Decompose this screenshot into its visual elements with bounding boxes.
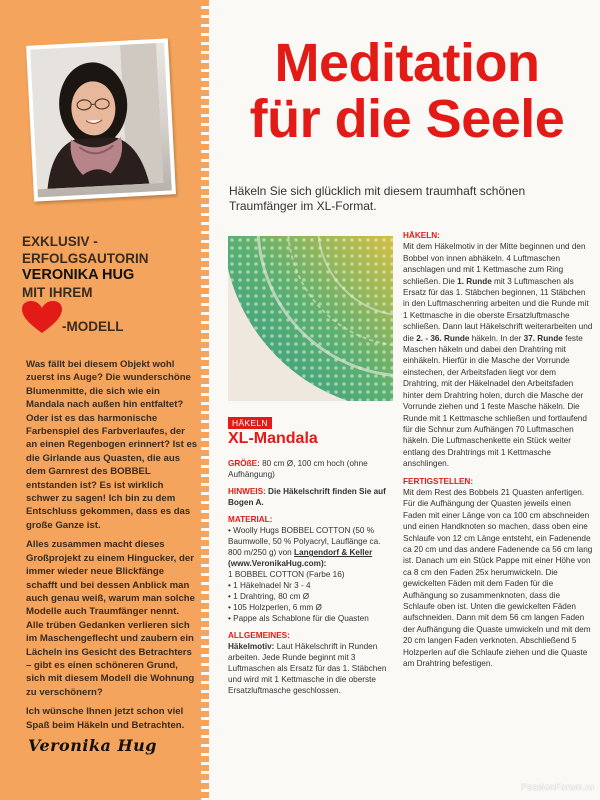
- material-item: • 105 Holzperlen, 6 mm Ø: [228, 603, 322, 612]
- crochet-text-c: häkeln. In der: [471, 333, 522, 343]
- material-web: (www.VeronikaHug.com):: [228, 559, 327, 568]
- mandala-illustration: [228, 236, 393, 401]
- size-label: GRÖßE:: [228, 459, 260, 468]
- general-paragraph: [228, 630, 396, 696]
- hint-label: HINWEIS:: [228, 487, 266, 496]
- heart-icon: [22, 301, 62, 335]
- author-portrait-illustration: [30, 43, 163, 189]
- crochet-text-d: feste Maschen häkeln und dabei den Drahtring mit einhäkeln. Hierfür in die Masche der Vorrunde einstechen, der Arbeitsfaden liegt vor dem Drahtring, mit der Häkelnadel den Arbeitsfaden hinter dem Drahtring holen, durch die Masche der Vorrunde ziehen und 1 feste Masche häkeln. Die Runde mit 1 Kettmasche schließen und fortlaufend für die Schnur zum Aufhängen 70 Luftmaschen häkeln. Die Luftmaschenkette ein Stück weiter entlang des Drahtrings mit 1 Kettmasche anschlingen.: [403, 333, 587, 469]
- author-name: VERONIKA HUG: [22, 267, 135, 283]
- crochet-label: HÄKELN:: [403, 231, 440, 240]
- finishing-paragraph: [403, 476, 593, 670]
- general-bold: Häkelmotiv:: [228, 642, 275, 651]
- title-line-2: für die Seele: [249, 89, 565, 149]
- page-subtitle: Häkeln Sie sich glücklich mit diesem traumhaft schönen Traumfänger im XL-Format.: [229, 184, 526, 213]
- author-signature: Veronika Hug: [28, 736, 157, 755]
- material-item: • Pappe als Schablone für die Quasten: [228, 614, 369, 623]
- size-text: 80 cm Ø, 100 cm hoch (ohne Aufhängung): [228, 459, 368, 479]
- finishing-text: Mit dem Rest des Bobbels 21 Quasten anfertigen. Für die Aufhängung der Quasten jeweils einen Faden mit einer Länge von ca 100 cm abschneiden und einen Handknoten so machen, dass oben eine Schlaufe von 12 cm Länge entsteht, ein Fadenende ca 20 cm und das andere Fadenende ca 56 cm lang ist. Danach um ein Stück Pappe mit einer Höhe von ca 8 cm den Faden 25x herumwickeln. Die gewickelten Fäden mit dem Faden für die Aufhängung so zusammenknoten, dass die Schlaufe oben ist. Unten die gewickelten Fäden aufschneiden. Dann mit dem 56 cm langen Faden der Aufhängung die Quaste umwickeln und mit dem 20 cm langen Faden verknoten. Abschließend 5 Holzperlen auf die Schlaufe ziehen und die Quaste am Drahtring befestigen.: [403, 487, 593, 669]
- author-label-exklusiv: EXKLUSIV -: [22, 234, 98, 249]
- instructions-left-column: [228, 458, 396, 702]
- section-tag: HÄKELN: [228, 417, 272, 429]
- author-label-mit-ihrem: MIT IHREM: [22, 285, 93, 300]
- finishing-label: FERTIGSTELLEN:: [403, 476, 474, 486]
- crochet-round-1: 1. Runde: [457, 276, 492, 286]
- material-paragraph: [228, 514, 396, 624]
- general-text: Laut Häkelschrift in Runden arbeiten. Jede Runde beginnt mit 3 Luftmaschen als Ersatz für das 1. Stäbchen und wird mit 1 Kettmasche in die oberste Ersatzluftmasche geschlossen.: [228, 642, 387, 695]
- section-title: XL-Mandala: [228, 430, 318, 447]
- author-photo: [26, 38, 176, 201]
- crochet-round-2-36: 2. - 36. Runde: [416, 333, 470, 343]
- intro-paragraph-3: Ich wünsche Ihnen jetzt schon viel Spaß beim Häkeln und Betrachten.: [26, 706, 185, 731]
- mandala-photo: [228, 236, 393, 401]
- general-label: ALLGEMEINES:: [228, 631, 290, 640]
- heart-model-row: [22, 301, 202, 335]
- crochet-paragraph: [403, 230, 593, 470]
- material-brand: Langendorf & Keller: [294, 548, 373, 557]
- intro-paragraph-2: Alles zusammen macht dieses Großprojekt zu einem Hingucker, der immer wieder neue Blickfänge schafft und bei dessen Anblick man auch genau weiß, warum man solche Modelle auch Traumfänger nennt. Alle trüben Gedanken verlieren sich im Maschengeflecht und zaubern ein Lächeln ins Gesicht des Betrachters – gibt es einen schöneren Grund, sich mit diesem Modell die Wohnung zu verschönern?: [26, 539, 196, 698]
- material-label: MATERIAL:: [228, 515, 273, 524]
- crochet-text-a: Mit dem Häkelmotiv in der Mitte beginnen und den Bobbel von innen abhäkeln. 4 Luftmaschen anschlagen und mit 1 Kettmasche zum Ring schließen. Die: [403, 242, 586, 286]
- material-item: 1 BOBBEL COTTON (Farbe 16): [228, 570, 345, 579]
- hint-paragraph: [228, 486, 396, 508]
- crochet-round-37: 37. Runde: [523, 333, 563, 343]
- material-item: • 1 Häkelnadel Nr 3 - 4: [228, 581, 311, 590]
- size-paragraph: [228, 458, 396, 480]
- author-label-erfolgsautorin: ERFOLGSAUTORIN: [22, 251, 149, 266]
- hint-text: Die Häkelschrift finden Sie auf Bogen A.: [228, 487, 386, 507]
- material-yarn: • Woolly Hugs BOBBEL COTTON (50 % Baumwolle, 50 % Polyacryl, Lauflänge ca. 800 m/250 g) von: [228, 526, 381, 557]
- instructions-right-column: [403, 230, 593, 675]
- author-label-modell: -MODELL: [62, 319, 124, 334]
- title-line-1: Meditation: [274, 33, 540, 93]
- intro-paragraph-1: Was fällt bei diesem Objekt wohl zuerst ins Auge? Die wunderschöne Blumenmitte, die sich wie ein Mandala nach außen hin entfaltet? Oder ist es das harmonische Farbenspiel des Farbverlaufes, der an einen Regenbogen erinnert? Ist es die Girlande aus Quasten, die aus dem Garnrest des BOBBEL entstanden ist? Es ist wirklich schwer zu sagen! Ich bin zu dem Entschluss gekommen, dass es das große Ganze ist.: [26, 359, 198, 531]
- page-title: [222, 35, 592, 147]
- author-intro: [26, 358, 198, 738]
- material-item: • 1 Drahtring, 80 cm Ø: [228, 592, 310, 601]
- crochet-text-b: mit 3 Luftmaschen als Ersatz für das 1. Stäbchen beginnen, 11 Stäbchen in den Luftmaschenring arbeiten und die Runde mit 1 Kettmasche in die oberste Ersatzluftmasche schließen. Dann laut Häkelschrift weiterarbeiten und die: [403, 276, 593, 343]
- watermark: PassionForum.ru: [520, 782, 594, 792]
- author-credit: [22, 233, 202, 335]
